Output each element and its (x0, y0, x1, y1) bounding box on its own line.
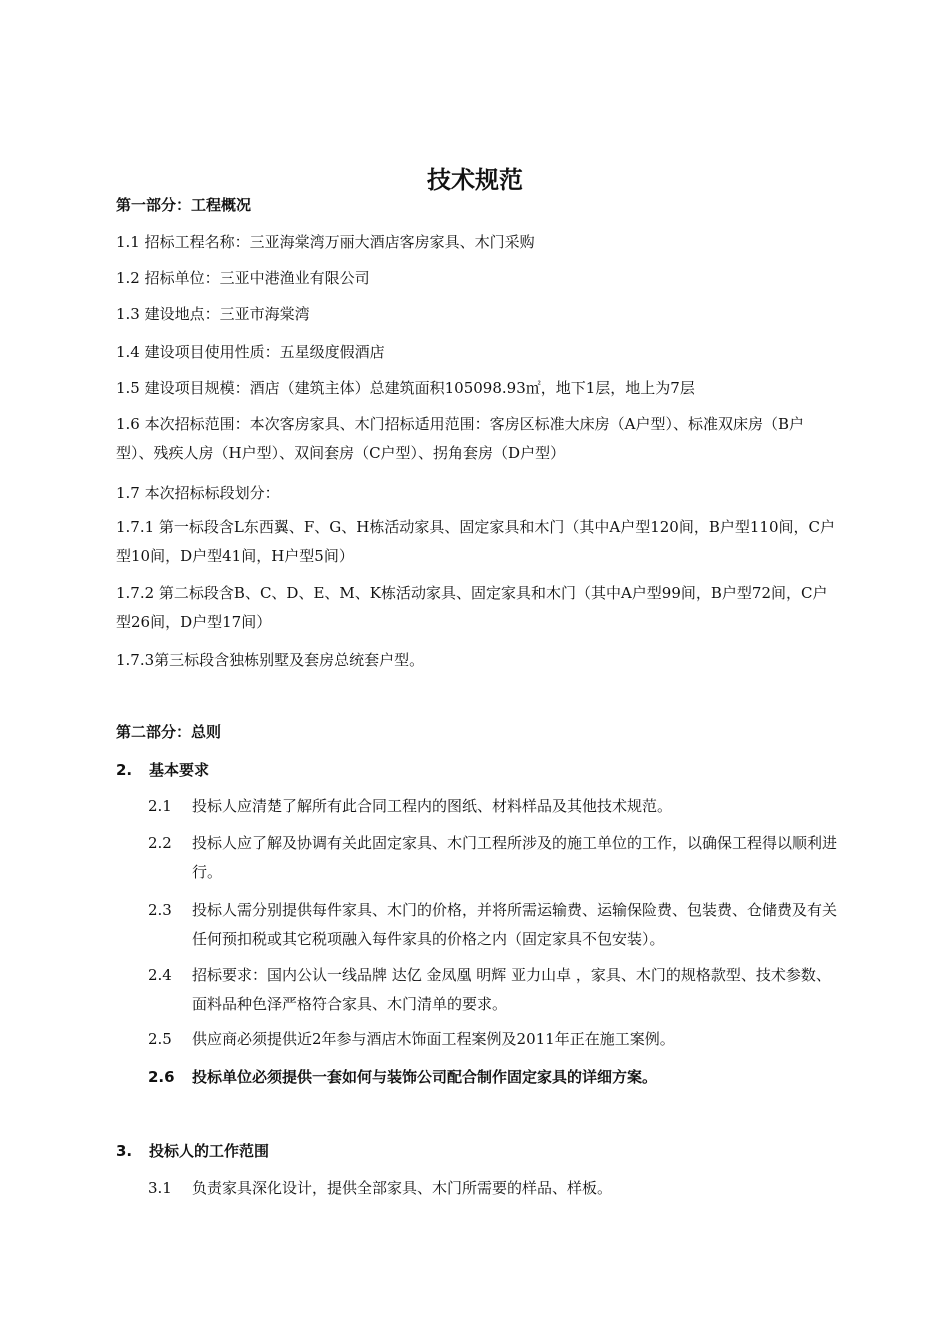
list-item (148, 1174, 840, 1203)
list-item (148, 961, 840, 1019)
item-text: 招标要求：国内公认一线品牌 达亿 金凤凰 明辉 亚力山卓 ，家具、木门的规格款型、技术参数、面料品种色泽严格符合家具、木门清单的要求。 (192, 966, 831, 1013)
item-text: 投标人应了解及协调有关此固定家具、木门工程所涉及的施工单位的工作，以确保工程得以顺利进行。 (192, 834, 838, 881)
item-number: 3.1 (148, 1179, 172, 1197)
project-name-line: 1.1 招标工程名称：三亚海棠湾万丽大酒店客房家具、木门采购 (116, 233, 535, 251)
scope-paragraph: 1.6 本次招标范围：本次客房家具、木门招标适用范围：客房区标准大床房（A户型）、标准双床房（B户型）、残疾人房（H户型）、双间套房（C户型）、拐角套房（D户型） (116, 415, 804, 462)
part1-heading: 第一部分：工程概况 (116, 196, 252, 214)
tender-unit-line: 1.2 招标单位：三亚中港渔业有限公司 (116, 269, 370, 287)
item-text: 投标单位必须提供一套如何与装饰公司配合制作固定家具的详细方案。 (192, 1068, 658, 1086)
part2-heading: 第二部分：总则 (116, 723, 222, 741)
lots-line: 1.7 本次招标标段划分： (116, 484, 280, 502)
list-item (148, 1025, 840, 1054)
lot2-paragraph: 1.7.2 第二标段含B、C、D、E、M、K栋活动家具、固定家具和木门（其中A户型99间，B户型72间，C户型26间，D户型17间） (116, 584, 828, 631)
section2-title: 基本要求 (149, 761, 210, 779)
item-number: 2.2 (148, 834, 172, 852)
item-number: 2.3 (148, 901, 172, 919)
item-number: 2.5 (148, 1030, 172, 1048)
section3-heading (116, 1137, 840, 1165)
section2-number: 2. (116, 761, 133, 779)
item-text: 供应商必须提供近2年参与酒店木饰面工程案例及2011年正在施工案例。 (192, 1030, 675, 1048)
item-text: 投标人应清楚了解所有此合同工程内的图纸、材料样品及其他技术规范。 (192, 797, 673, 815)
list-item-emphasized (148, 1063, 840, 1092)
lot1-paragraph: 1.7.1 第一标段含L东西翼、F、G、H栋活动家具、固定家具和木门（其中A户型120间，B户型110间，C户型10间，D户型41间，H户型5间） (116, 518, 835, 565)
document-title: 技术规范 (427, 166, 523, 194)
item-number: 2.6 (148, 1068, 175, 1086)
lot3-line: 1.7.3第三标段含独栋别墅及套房总统套户型。 (116, 651, 425, 669)
list-item (148, 896, 840, 954)
item-text: 投标人需分别提供每件家具、木门的价格，并将所需运输费、运输保险费、包装费、仓储费及有关任何预扣税或其它税项融入每件家具的价格之内（固定家具不包安装）。 (192, 901, 838, 948)
list-item (148, 792, 840, 821)
section2-heading (116, 756, 840, 784)
item-number: 2.1 (148, 797, 172, 815)
item-number: 2.4 (148, 966, 172, 984)
section3-number: 3. (116, 1142, 133, 1160)
scale-line: 1.5 建设项目规模：酒店（建筑主体）总建筑面积105098.93㎡，地下1层，地上为7层 (116, 379, 695, 397)
item-text: 负责家具深化设计，提供全部家具、木门所需要的样品、样板。 (192, 1179, 613, 1197)
location-line: 1.3 建设地点：三亚市海棠湾 (116, 305, 310, 323)
list-item (148, 829, 840, 887)
section3-title: 投标人的工作范围 (149, 1142, 270, 1160)
usage-line: 1.4 建设项目使用性质：五星级度假酒店 (116, 343, 385, 361)
